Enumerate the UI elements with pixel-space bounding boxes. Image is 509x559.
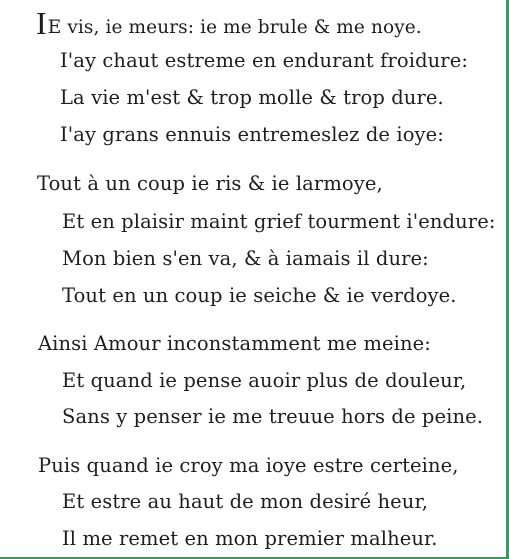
stanza1-line3: La vie m'est & trop molle & trop dure. — [60, 86, 444, 109]
stanza1-line1-text: E vis, ie meurs: ie me brule & me noye. — [47, 17, 422, 38]
stanza2-line1: Tout à un coup ie ris & ie larmoye, — [37, 172, 383, 195]
stanza3-line3: Sans y penser ie me treuue hors de peine. — [62, 405, 484, 428]
stanza2-line2: Et en plaisir maint grief tourment i'endure: — [62, 210, 496, 233]
stanza4-line2: Et estre au haut de mon desiré heur, — [62, 490, 429, 513]
stanza2-line4: Tout en un coup ie seiche & ie verdoye. — [62, 284, 457, 307]
stanza4-line1: Puis quand ie croy ma ioye estre certeine, — [38, 454, 459, 477]
stanza3-line1: Ainsi Amour inconstamment me meine: — [38, 332, 431, 355]
stanza3-line2: Et quand ie pense auoir plus de douleur, — [62, 369, 467, 392]
stanza1-line1 — [36, 5, 422, 41]
drop-cap: I — [36, 5, 47, 41]
stanza2-line3: Mon bien s'en va, & à iamais il dure: — [62, 247, 429, 270]
stanza1-line2: I'ay chaut estreme en endurant froidure: — [60, 49, 469, 72]
stanza4-line3: Il me remet en mon premier malheur. — [62, 527, 438, 550]
stanza1-line4: I'ay grans ennuis entremeslez de ioye: — [60, 123, 444, 146]
